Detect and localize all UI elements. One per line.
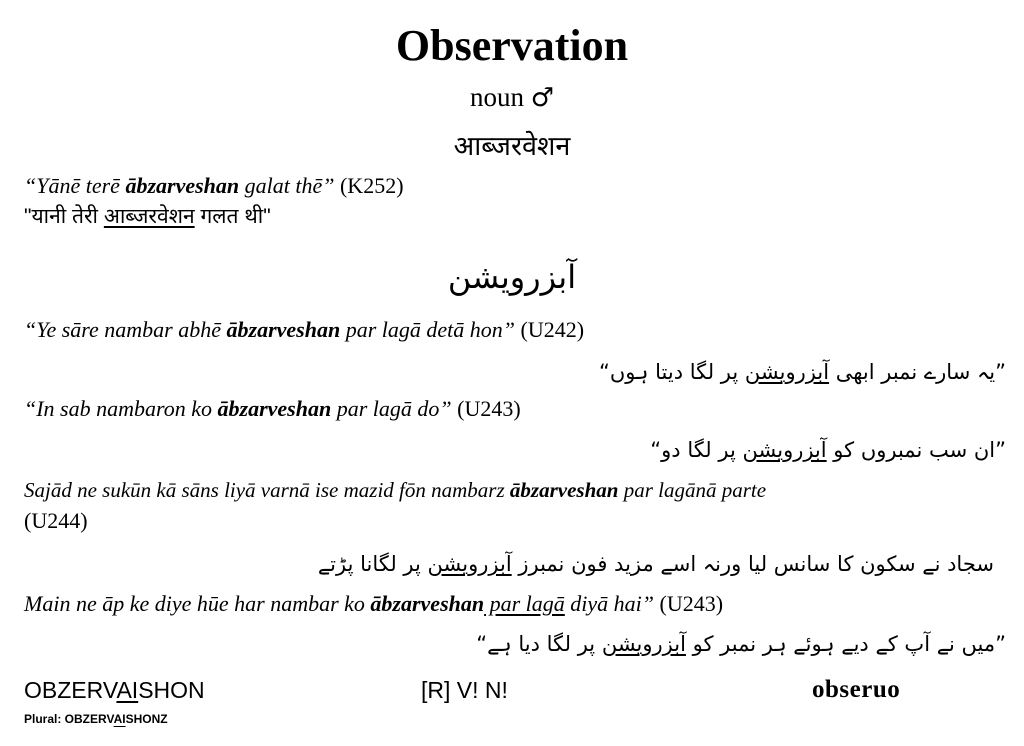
example-text: galat thē” bbox=[239, 173, 335, 198]
plural-form bbox=[24, 712, 168, 726]
example-text: par lagā do” bbox=[331, 396, 452, 421]
urdu-text: پر لگانا پڑتے bbox=[317, 552, 428, 576]
example-reference: (U244) bbox=[24, 508, 88, 533]
category-code: [R] V! N! bbox=[421, 677, 508, 703]
urdu-keyword: آبزرویشن bbox=[427, 552, 512, 576]
example-u242-romanized bbox=[24, 317, 584, 343]
pronunciation bbox=[24, 677, 205, 704]
example-text: par lagā detā hon” bbox=[340, 317, 515, 342]
example-k252-hindi bbox=[24, 202, 271, 230]
example-reference: (K252) bbox=[334, 173, 404, 198]
example-u242-urdu bbox=[599, 360, 1006, 385]
plural-text: Plural: OBZERV bbox=[24, 712, 114, 726]
hindi-text: गलत थी" bbox=[194, 205, 271, 228]
example-text: “In sab nambaron ko bbox=[24, 396, 218, 421]
example-u244-romanized bbox=[24, 478, 766, 503]
urdu-text: پر لگا دیتا ہوں“ bbox=[599, 360, 745, 384]
urdu-text: ”میں نے آپ کے دیے ہوئے ہر نمبر کو bbox=[685, 632, 1006, 656]
example-keyword: ābzarveshan bbox=[125, 173, 240, 198]
urdu-headword bbox=[0, 258, 1024, 296]
example-keyword: ābzarveshan bbox=[509, 478, 619, 502]
pron-stress: AI bbox=[116, 677, 139, 703]
example-text: par lagā bbox=[484, 591, 565, 616]
pron-text: SHON bbox=[138, 677, 205, 703]
plural-text: SHONZ bbox=[125, 712, 168, 726]
urdu-headword-text: آبزرویشن bbox=[447, 258, 577, 296]
example-text: “Yānē terē bbox=[24, 173, 126, 198]
example-keyword: ābzarveshan bbox=[217, 396, 332, 421]
example-u243b-urdu bbox=[476, 632, 1006, 657]
latin-etymology: obseruo bbox=[812, 676, 901, 703]
urdu-text: ”یہ سارے نمبر ابھی bbox=[829, 360, 1006, 384]
hindi-keyword: आब्जरवेशन bbox=[103, 205, 195, 228]
urdu-keyword: آبزرویشن bbox=[742, 438, 827, 462]
example-k252-romanized bbox=[24, 173, 404, 199]
pron-text: OBZERV bbox=[24, 677, 117, 703]
headword-title: Observation bbox=[395, 21, 629, 70]
example-text: diyā hai” bbox=[564, 591, 655, 616]
pos-label: noun bbox=[469, 82, 524, 112]
urdu-text: ”ان سب نمبروں کو bbox=[826, 438, 1006, 462]
example-text: Main ne āp ke diye hūe har nambar ko bbox=[24, 591, 371, 616]
urdu-text: سجاد نے سکون کا سانس لیا ورنہ اسے مزید فون نمبرز bbox=[511, 552, 994, 576]
example-reference: (U243) bbox=[654, 591, 724, 616]
example-u243-romanized bbox=[24, 396, 521, 422]
urdu-text: پر لگا دو“ bbox=[650, 438, 743, 462]
example-text: “Ye sāre nambar abhē bbox=[24, 317, 227, 342]
urdu-text: پر لگا دیا ہے“ bbox=[476, 632, 602, 656]
example-u243b-romanized bbox=[24, 591, 723, 617]
hindi-headword: आब्जरवेशन bbox=[453, 131, 571, 162]
urdu-keyword: آبزرویشن bbox=[744, 360, 830, 384]
example-text: Sajād ne sukūn kā sāns liyā varnā ise mazid fōn nambarz bbox=[24, 478, 510, 502]
plural-stress: AI bbox=[113, 712, 126, 726]
example-u243-urdu bbox=[650, 438, 1006, 463]
example-keyword: ābzarveshan bbox=[226, 317, 341, 342]
hindi-text: "यानी तेरी bbox=[24, 205, 104, 228]
example-u244-urdu bbox=[318, 552, 994, 577]
male-gender-icon: ♂ bbox=[530, 83, 555, 113]
example-text: par lagānā parte bbox=[618, 478, 767, 502]
example-reference: (U242) bbox=[515, 317, 585, 342]
part-of-speech bbox=[0, 82, 1024, 113]
example-keyword: ābzarveshan bbox=[370, 591, 485, 616]
example-reference: (U243) bbox=[451, 396, 521, 421]
urdu-keyword: آبزرویشن bbox=[601, 632, 686, 656]
